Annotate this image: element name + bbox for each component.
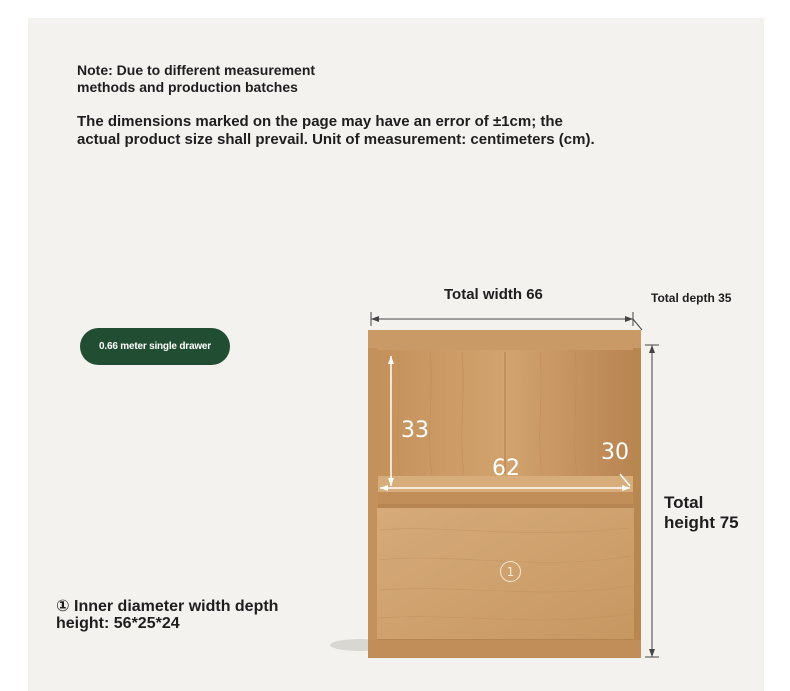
total-height-label: Total <box>664 493 704 512</box>
cabinet-left-side <box>368 348 378 658</box>
cabinet-right-side <box>633 348 641 658</box>
cabinet-base <box>368 640 641 658</box>
cabinet-top <box>368 330 641 350</box>
note-line-2: methods and production batches <box>77 79 298 95</box>
total-depth-label: Total depth 35 <box>651 291 732 305</box>
width-arrow-right <box>625 316 633 322</box>
shelf-front-edge <box>378 492 633 504</box>
total-width-label: Total width 66 <box>444 286 543 303</box>
note-line-1: Note: Due to different measurement <box>77 62 316 78</box>
inner-dimension-title: ① Inner diameter width depth <box>56 598 279 615</box>
height-arrow-top <box>649 345 655 353</box>
model-badge: 0.66 meter single drawer <box>80 328 230 365</box>
note-line-4: actual product size shall prevail. Unit of measurement: centimeters (cm). <box>77 131 595 148</box>
shelf-depth-value: 30 <box>601 440 629 465</box>
shelf-width-value: 62 <box>492 456 520 481</box>
shelf-height-value: 33 <box>401 418 429 443</box>
height-arrow-bottom <box>649 649 655 657</box>
total-height-value: height 75 <box>664 513 739 532</box>
inner-dimension-values: height: 56*25*24 <box>56 615 180 632</box>
note-line-3: The dimensions marked on the page may have an error of ±1cm; the <box>77 113 563 130</box>
drawer-marker: 1 <box>500 561 521 582</box>
width-arrow-left <box>371 316 379 322</box>
